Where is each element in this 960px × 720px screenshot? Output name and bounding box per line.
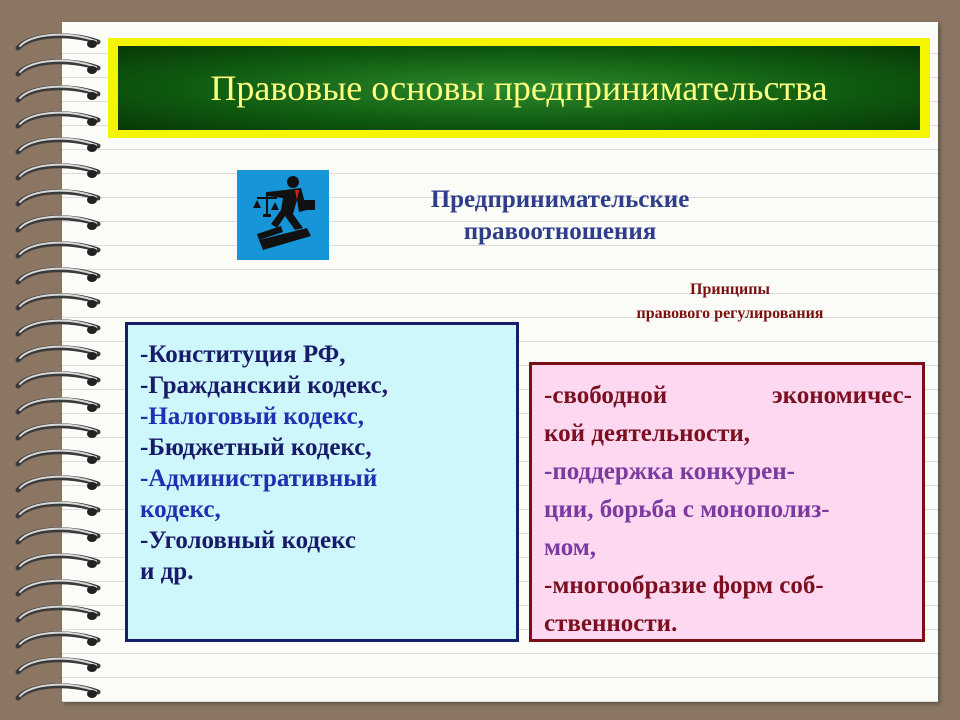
principles-line: ственности.	[544, 610, 678, 637]
sources-line: кодекс,	[140, 496, 221, 523]
sources-line: -Административный	[140, 465, 378, 492]
principles-heading-line: Принципы	[690, 281, 770, 298]
spiral-binding	[0, 0, 120, 720]
principles-line: -свободной экономичес-	[544, 382, 912, 409]
page-title: Правовые основы предпринимательства	[210, 68, 828, 108]
sources-line: -Уголовный кодекс	[140, 527, 356, 554]
title-banner	[108, 38, 930, 138]
title-panel	[118, 46, 920, 130]
principles-line: -многообразие форм соб-	[544, 572, 824, 599]
subtitle-line: правоотношения	[463, 218, 657, 245]
sources-line: и др.	[140, 558, 194, 585]
principles-line: кой деятельности,	[544, 420, 751, 447]
sources-line: -Гражданский кодекс,	[140, 372, 389, 399]
sources-line: -Конституция РФ,	[140, 341, 346, 368]
sources-line: -Бюджетный кодекс,	[140, 434, 372, 461]
principles-line: мом,	[544, 534, 597, 561]
sources-line: -Налоговый кодекс,	[140, 403, 365, 430]
principles-heading-line: правового регулирования	[636, 305, 824, 322]
legal-sources-box	[125, 322, 519, 642]
principles-box	[529, 362, 925, 642]
businessman-with-scales-icon	[237, 170, 329, 260]
principles-heading	[590, 278, 870, 326]
principles-line: -поддержка конкурен-	[544, 458, 795, 485]
principles-line: ции, борьба с монополиз-	[544, 496, 830, 523]
subtitle	[370, 184, 750, 248]
subtitle-line: Предпринимательские	[430, 186, 690, 213]
